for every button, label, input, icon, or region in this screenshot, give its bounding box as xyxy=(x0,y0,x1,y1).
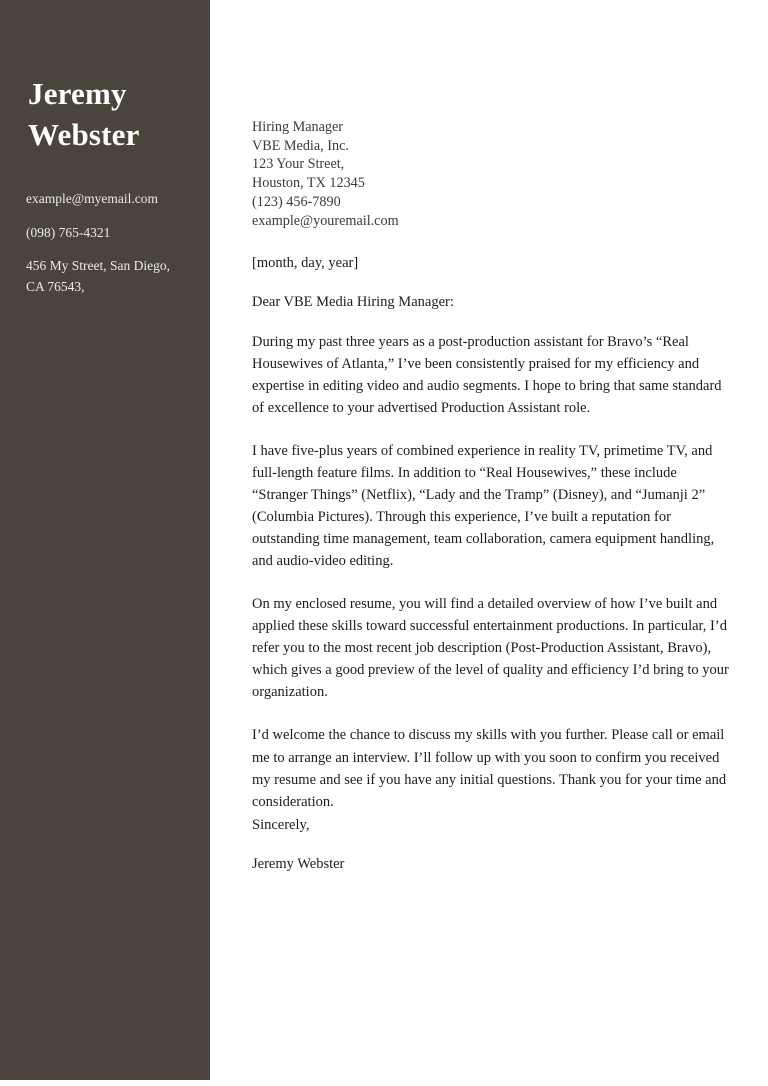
sidebar-contact-block xyxy=(26,189,191,297)
contact-phone: (098) 765-4321 xyxy=(26,224,111,240)
recipient-line-2: VBE Media, Inc. xyxy=(252,137,349,154)
recipient-line-1: Hiring Manager xyxy=(252,119,344,135)
letter-paragraph-1: During my past three years as a post-production assistant for Bravo’s “Real Housewives of Atlanta,” I’ve been consistently praised for my efficiency and expertise in editing video and audio segments. I hope to bring that same standard of excellence to your advertised Production Assistant role. xyxy=(252,334,722,417)
letter-paragraph-2: I have five-plus years of combined experience in reality TV, primetime TV, and full-length feature films. In addition to “Real Housewives,” these include “Stranger Things” (Netflix), “Lady and the Tramp” (Disney), and “Jumanji 2” (Columbia Pictures). Through this experience, I’ve built a reputation for outstanding time management, team collaboration, camera equipment handling, and audio-video editing. xyxy=(252,443,715,570)
letter-paragraphs xyxy=(252,331,730,813)
letter-salutation: Dear VBE Media Hiring Manager: xyxy=(252,294,454,310)
recipient-address-block xyxy=(252,118,552,230)
contact-email: example@myemail.com xyxy=(26,191,159,206)
recipient-line-4: Houston, TX 12345 xyxy=(252,175,365,192)
sidebar-panel xyxy=(0,0,210,1080)
letter-signature-name: Jeremy Webster xyxy=(252,856,345,872)
candidate-name xyxy=(28,74,203,156)
letter-paragraph-3: On my enclosed resume, you will find a detailed overview of how I’ve built and applied these skills toward successful entertainment productions. In particular, I’d refer you to the most recent job description (Post-Production Assistant, Bravo), which gives a good preview of the level of quality and efficiency I’d bring to your organization. xyxy=(252,596,729,701)
candidate-name-first: Jeremy xyxy=(28,76,127,111)
contact-address: 456 My Street, San Diego, CA 76543, xyxy=(26,258,170,294)
letter-paragraph-4: I’d welcome the chance to discuss my skills with you further. Please call or email me to arrange an interview. I’ll follow up with you soon to confirm you received my resume and see if you have any initial questions. Thank you for your time and consideration. xyxy=(252,727,727,810)
letter-date: [month, day, year] xyxy=(252,255,359,271)
candidate-name-last: Webster xyxy=(28,116,140,152)
recipient-phone: (123) 456-7890 xyxy=(252,193,341,210)
recipient-line-3: 123 Your Street, xyxy=(252,156,345,173)
recipient-email: example@youremail.com xyxy=(252,212,399,229)
letter-closing: Sincerely, xyxy=(252,817,310,833)
